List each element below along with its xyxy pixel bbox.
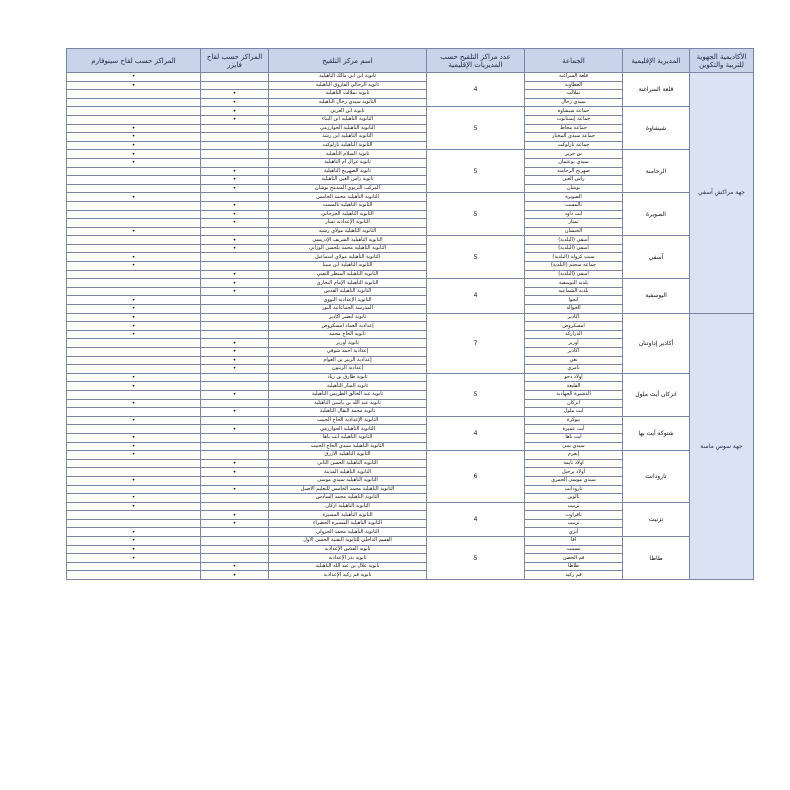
- pfizer-mark-cell: [201, 313, 269, 322]
- province-name-cell: أكادير إداوتنان: [623, 313, 690, 373]
- center-count-cell: 5: [427, 236, 525, 279]
- pfizer-mark-cell: [201, 193, 269, 202]
- sinopharm-mark-cell: •: [67, 399, 201, 408]
- sinopharm-mark-cell: •: [67, 537, 201, 546]
- center-name-cell: المدرسة الجماعاتية النور: [269, 305, 427, 314]
- sinopharm-mark-cell: [67, 167, 201, 176]
- sinopharm-mark-cell: •: [67, 554, 201, 563]
- commune-cell: فم الحصن: [525, 554, 623, 563]
- center-name-cell: ثانوية بدر الإعدادية: [269, 554, 427, 563]
- center-count-cell: 4: [427, 416, 525, 450]
- pfizer-mark-cell: [201, 494, 269, 503]
- commune-cell: صهريج الرحامنة: [525, 167, 623, 176]
- center-count-cell: 5: [427, 193, 525, 236]
- province-name-cell: تزنيت: [623, 502, 690, 536]
- commune-cell: آسفي (البلدية): [525, 270, 623, 279]
- center-name-cell: الثانوية التأهيلية محمد بلحسن الوزاني: [269, 244, 427, 253]
- sinopharm-mark-cell: •: [67, 373, 201, 382]
- commune-cell: سيدي بوعثمان: [525, 158, 623, 167]
- center-count-cell: 4: [427, 502, 525, 536]
- vaccination-centers-table-sheet: [66, 48, 753, 672]
- center-count-cell: 5: [427, 537, 525, 580]
- table-row: [67, 107, 754, 116]
- center-name-cell: الثانوية التأهيلية تازلوكت: [269, 141, 427, 150]
- center-name-cell: الثانوية التأهيلية محمد الجزولي: [269, 528, 427, 537]
- center-name-cell: الثانوية التأهيلية أيت باها: [269, 433, 427, 442]
- center-name-cell: الثانوية الإعدادية تمنار: [269, 219, 427, 228]
- sinopharm-mark-cell: •: [67, 545, 201, 554]
- commune-cell: جماعة إيمنتانوت: [525, 115, 623, 124]
- pfizer-mark-cell: •: [201, 425, 269, 434]
- pfizer-mark-cell: •: [201, 210, 269, 219]
- center-name-cell: ثانوية الرحالي الفاروق التأهيلية: [269, 81, 427, 90]
- commune-cell: الصويرة: [525, 193, 623, 202]
- center-name-cell: الثانوية التأهيلية محمد الخامس: [269, 193, 427, 202]
- sinopharm-mark-cell: •: [67, 227, 201, 236]
- pfizer-mark-cell: [201, 416, 269, 425]
- center-name-cell: الثانوية التأهيلية الحسن الثاني: [269, 459, 427, 468]
- pfizer-mark-cell: •: [201, 390, 269, 399]
- center-name-cell: الثانوية التأهيلية ابن البناء: [269, 115, 427, 124]
- center-name-cell: ثانوية علال بن عبد الله التأهيلية: [269, 562, 427, 571]
- center-name-cell: ثانوية فم زكيد الإعدادية: [269, 571, 427, 580]
- center-name-cell: الثانوية التأهيلية المسيرة: [269, 511, 427, 520]
- table-row: [67, 373, 754, 382]
- sinopharm-mark-cell: [67, 287, 201, 296]
- sinopharm-mark-cell: •: [67, 193, 201, 202]
- center-count-cell: 4: [427, 279, 525, 313]
- commune-cell: العطاوية: [525, 81, 623, 90]
- header-count: عدد مراكز التلقيح حسب المديريات الإقليمية: [427, 49, 525, 73]
- commune-cell: انزكان: [525, 399, 623, 408]
- center-name-cell: الثانوية التأهيلية القدس: [269, 287, 427, 296]
- sinopharm-mark-cell: [67, 236, 201, 245]
- pfizer-mark-cell: •: [201, 167, 269, 176]
- region-name-cell: جهة سوس ماسة: [690, 313, 754, 579]
- province-name-cell: طاطا: [623, 537, 690, 580]
- sinopharm-mark-cell: [67, 468, 201, 477]
- pfizer-mark-cell: [201, 554, 269, 563]
- center-name-cell: الثانوية التأهيلية الخوارزمي: [269, 425, 427, 434]
- commune-cell: تالمست: [525, 201, 623, 210]
- sinopharm-mark-cell: •: [67, 476, 201, 485]
- sinopharm-mark-cell: •: [67, 528, 201, 537]
- sinopharm-mark-cell: [67, 210, 201, 219]
- pfizer-mark-cell: •: [201, 201, 269, 210]
- sinopharm-mark-cell: [67, 365, 201, 374]
- province-name-cell: آسفي: [623, 236, 690, 279]
- pfizer-mark-cell: [201, 433, 269, 442]
- sinopharm-mark-cell: •: [67, 81, 201, 90]
- commune-cell: أورير: [525, 339, 623, 348]
- pfizer-mark-cell: •: [201, 365, 269, 374]
- center-name-cell: ثانوية الصهريج التأهيلية: [269, 167, 427, 176]
- center-name-cell: الثانوية التأهيلية المسيرة الخضراء: [269, 519, 427, 528]
- commune-cell: أيت ملول: [525, 408, 623, 417]
- sinopharm-mark-cell: •: [67, 133, 201, 142]
- center-name-cell: الثانوية التأهيلية الإمام البخاري: [269, 279, 427, 288]
- pfizer-mark-cell: [201, 399, 269, 408]
- commune-cell: سيدي بيبي: [525, 442, 623, 451]
- sinopharm-mark-cell: [67, 90, 201, 99]
- commune-cell: فم زكيد: [525, 571, 623, 580]
- sinopharm-mark-cell: [67, 115, 201, 124]
- sinopharm-mark-cell: •: [67, 262, 201, 271]
- center-name-cell: إعدادية الزيتون: [269, 365, 427, 374]
- commune-cell: الجوالة: [525, 305, 623, 314]
- center-name-cell: الثانوية سيدي رحال التأهيلية: [269, 98, 427, 107]
- commune-cell: آسفي (البلدية): [525, 244, 623, 253]
- pfizer-mark-cell: [201, 133, 269, 142]
- table-row: [67, 150, 754, 159]
- commune-cell: تزنيت: [525, 502, 623, 511]
- center-name-cell: القسم الداخلي للثانوية التقنية الحسن الأول: [269, 537, 427, 546]
- header-academy: الأكاديمية الجهوية للتربية والتكوين: [690, 49, 754, 73]
- pfizer-mark-cell: •: [201, 356, 269, 365]
- center-name-cell: ثانوية أنصير أكادير: [269, 313, 427, 322]
- pfizer-mark-cell: •: [201, 176, 269, 185]
- center-name-cell: الثانوية التأهيلية الخوارزمي: [269, 124, 427, 133]
- center-count-cell: 5: [427, 373, 525, 416]
- commune-cell: أولاد دحو: [525, 373, 623, 382]
- pfizer-mark-cell: [201, 330, 269, 339]
- pfizer-mark-cell: •: [201, 184, 269, 193]
- pfizer-mark-cell: [201, 382, 269, 391]
- pfizer-mark-cell: [201, 528, 269, 537]
- center-name-cell: الثانوية التأهيلية تالمست: [269, 201, 427, 210]
- commune-cell: تامري: [525, 365, 623, 374]
- center-name-cell: ثانوية تملالت التأهيلية: [269, 90, 427, 99]
- sinopharm-mark-cell: [67, 339, 201, 348]
- pfizer-mark-cell: [201, 227, 269, 236]
- commune-cell: أيت عميرة: [525, 425, 623, 434]
- pfizer-mark-cell: [201, 81, 269, 90]
- sinopharm-mark-cell: [67, 98, 201, 107]
- table-row: [67, 193, 754, 202]
- center-count-cell: 7: [427, 313, 525, 373]
- center-name-cell: الثانوية التأهيلية المدينة: [269, 468, 427, 477]
- center-name-cell: الثانوية التأهيلية الأزرق: [269, 451, 427, 460]
- sinopharm-mark-cell: •: [67, 141, 201, 150]
- table-row: [67, 537, 754, 546]
- sinopharm-mark-cell: •: [67, 330, 201, 339]
- pfizer-mark-cell: [201, 502, 269, 511]
- pfizer-mark-cell: [201, 158, 269, 167]
- commune-cell: سبت كزولة (البلدية): [525, 253, 623, 262]
- table-row: [67, 451, 754, 460]
- center-name-cell: إعدادية الزبير بن العوام: [269, 356, 427, 365]
- center-name-cell: ثانوية طارق بن زياد: [269, 373, 427, 382]
- center-name-cell: الثانوية التأهيلية الجرجاني: [269, 210, 427, 219]
- province-name-cell: الرحامنة: [623, 150, 690, 193]
- center-name-cell: الثانوية الإعدادية النووي: [269, 296, 427, 305]
- commune-cell: بن جرير: [525, 150, 623, 159]
- commune-cell: الدراركة: [525, 330, 623, 339]
- commune-cell: آسفي (البلدية): [525, 236, 623, 245]
- center-name-cell: ثانوية أورير: [269, 339, 427, 348]
- center-name-cell: ثانوية السلام التأهيلية: [269, 150, 427, 159]
- province-name-cell: شتوكة أيت بها: [623, 416, 690, 450]
- center-name-cell: ثانوية ابن العربي: [269, 107, 427, 116]
- commune-cell: أولاد تايمة: [525, 459, 623, 468]
- commune-cell: امسكروض: [525, 322, 623, 331]
- commune-cell: بلدية اليوسفية: [525, 279, 623, 288]
- sinopharm-mark-cell: •: [67, 150, 201, 159]
- sinopharm-mark-cell: •: [67, 158, 201, 167]
- province-name-cell: الصويرة: [623, 193, 690, 236]
- pfizer-mark-cell: [201, 305, 269, 314]
- center-name-cell: إعدادية العماد امسكروض: [269, 322, 427, 331]
- header-pfizer: المراكز حسب لقاح فايزر: [201, 49, 269, 73]
- sinopharm-mark-cell: [67, 279, 201, 288]
- pfizer-mark-cell: •: [201, 459, 269, 468]
- pfizer-mark-cell: •: [201, 270, 269, 279]
- pfizer-mark-cell: •: [201, 115, 269, 124]
- center-name-cell: ثانوية القدس الإعدادية: [269, 545, 427, 554]
- commune-cell: بوشان: [525, 184, 623, 193]
- pfizer-mark-cell: [201, 442, 269, 451]
- center-name-cell: ثانوية غزال أم التأهيلية: [269, 158, 427, 167]
- pfizer-mark-cell: •: [201, 90, 269, 99]
- pfizer-mark-cell: [201, 322, 269, 331]
- sinopharm-mark-cell: •: [67, 322, 201, 331]
- pfizer-mark-cell: [201, 545, 269, 554]
- table-row: [67, 416, 754, 425]
- commune-cell: أنزي: [525, 528, 623, 537]
- sinopharm-mark-cell: [67, 348, 201, 357]
- pfizer-mark-cell: •: [201, 519, 269, 528]
- center-name-cell: ثانوية محمد البقال التأهيلية: [269, 408, 427, 417]
- header-sinopharm: المراكز حسب لقاح سينوفارم: [67, 49, 201, 73]
- sinopharm-mark-cell: [67, 219, 201, 228]
- pfizer-mark-cell: •: [201, 571, 269, 580]
- center-name-cell: الثانوية التأهيلية سيدي موسى: [269, 476, 427, 485]
- center-count-cell: 5: [427, 107, 525, 150]
- pfizer-mark-cell: •: [201, 511, 269, 520]
- commune-cell: قلعة السراغنة: [525, 73, 623, 82]
- commune-cell: أيت باها: [525, 433, 623, 442]
- sinopharm-mark-cell: •: [67, 451, 201, 460]
- commune-cell: جماعة سيدي المختار: [525, 133, 623, 142]
- sinopharm-mark-cell: [67, 176, 201, 185]
- commune-cell: تمنار: [525, 219, 623, 228]
- center-name-cell: الثانوية التأهيلية ابن سينا: [269, 262, 427, 271]
- pfizer-mark-cell: •: [201, 287, 269, 296]
- sinopharm-mark-cell: [67, 201, 201, 210]
- table-row: [67, 236, 754, 245]
- commune-cell: بلدية الشماعية: [525, 287, 623, 296]
- sinopharm-mark-cell: [67, 244, 201, 253]
- commune-cell: تالوين: [525, 494, 623, 503]
- center-name-cell: الثانوية التأهيلية الشريف الإدريسي: [269, 236, 427, 245]
- center-name-cell: الثانوية التأهيلية مولاي رشيد: [269, 227, 427, 236]
- sinopharm-mark-cell: [67, 571, 201, 580]
- pfizer-mark-cell: [201, 124, 269, 133]
- pfizer-mark-cell: •: [201, 485, 269, 494]
- commune-cell: جماعة شيشاوة: [525, 107, 623, 116]
- pfizer-mark-cell: •: [201, 348, 269, 357]
- sinopharm-mark-cell: •: [67, 305, 201, 314]
- commune-cell: الحنشان: [525, 227, 623, 236]
- sinopharm-mark-cell: •: [67, 416, 201, 425]
- pfizer-mark-cell: •: [201, 219, 269, 228]
- pfizer-mark-cell: [201, 150, 269, 159]
- commune-cell: إيغرم: [525, 451, 623, 460]
- commune-cell: تغي: [525, 356, 623, 365]
- region-name-cell: جهة مراكش آسفي: [690, 73, 754, 314]
- center-name-cell: الثانوية التأهيلية سيدي الحاج الحبيب: [269, 442, 427, 451]
- pfizer-mark-cell: •: [201, 408, 269, 417]
- sinopharm-mark-cell: •: [67, 433, 201, 442]
- province-name-cell: انزكان أيت ملول: [623, 373, 690, 416]
- sinopharm-mark-cell: •: [67, 502, 201, 511]
- pfizer-mark-cell: [201, 537, 269, 546]
- pfizer-mark-cell: [201, 262, 269, 271]
- sinopharm-mark-cell: •: [67, 494, 201, 503]
- sinopharm-mark-cell: [67, 390, 201, 399]
- commune-cell: انجوا: [525, 296, 623, 305]
- sinopharm-mark-cell: [67, 107, 201, 116]
- center-name-cell: ثانوية المنار التأهيلية: [269, 382, 427, 391]
- sinopharm-mark-cell: [67, 511, 201, 520]
- pfizer-mark-cell: •: [201, 107, 269, 116]
- commune-cell: تسينت: [525, 545, 623, 554]
- sinopharm-mark-cell: •: [67, 253, 201, 262]
- center-name-cell: ثانوية عبد الخالق الطريس التأهيلية: [269, 390, 427, 399]
- commune-cell: رأس العين: [525, 176, 623, 185]
- commune-cell: طاطا: [525, 562, 623, 571]
- sinopharm-mark-cell: •: [67, 313, 201, 322]
- pfizer-mark-cell: [201, 73, 269, 82]
- center-name-cell: ثانوية رأس العين التأهيلية: [269, 176, 427, 185]
- sinopharm-mark-cell: •: [67, 382, 201, 391]
- sinopharm-mark-cell: •: [67, 73, 201, 82]
- pfizer-mark-cell: •: [201, 468, 269, 477]
- commune-cell: أولاد برحيل: [525, 468, 623, 477]
- pfizer-mark-cell: [201, 451, 269, 460]
- header-center: اسم مركز التلقيح: [269, 49, 427, 73]
- center-name-cell: الثانوية التأهيلية أركان: [269, 502, 427, 511]
- table-body: [67, 73, 754, 580]
- commune-cell: سيدي موسى الحمري: [525, 476, 623, 485]
- commune-cell: الدشيرة الجهادية: [525, 390, 623, 399]
- province-name-cell: تارودانت: [623, 451, 690, 503]
- sinopharm-mark-cell: [67, 184, 201, 193]
- province-name-cell: قلعة السراغنة: [623, 73, 690, 107]
- center-name-cell: الثانوية التأهيلية محمد السادس: [269, 494, 427, 503]
- center-name-cell: ثانوية الحاج محمد: [269, 330, 427, 339]
- commune-cell: جماعة مجاط: [525, 124, 623, 133]
- pfizer-mark-cell: •: [201, 98, 269, 107]
- commune-cell: تارودانت: [525, 485, 623, 494]
- commune-cell: أكادير: [525, 348, 623, 357]
- sinopharm-mark-cell: •: [67, 442, 201, 451]
- sinopharm-mark-cell: [67, 459, 201, 468]
- center-name-cell: إعدادية أحمد شوقي: [269, 348, 427, 357]
- sinopharm-mark-cell: [67, 408, 201, 417]
- sinopharm-mark-cell: [67, 485, 201, 494]
- sinopharm-mark-cell: •: [67, 296, 201, 305]
- header-province: المديرية الإقليمية: [623, 49, 690, 73]
- pfizer-mark-cell: •: [201, 339, 269, 348]
- center-count-cell: 4: [427, 73, 525, 107]
- pfizer-mark-cell: [201, 253, 269, 262]
- commune-cell: تافراوت: [525, 511, 623, 520]
- commune-cell: جماعة سحيم (البلدية): [525, 262, 623, 271]
- province-name-cell: اليوسفية: [623, 279, 690, 313]
- sinopharm-mark-cell: [67, 562, 201, 571]
- center-name-cell: الثانوية التأهيلية محمد الخامس للتعليم الأصيل: [269, 485, 427, 494]
- header-commune: الجماعة: [525, 49, 623, 73]
- pfizer-mark-cell: •: [201, 562, 269, 571]
- center-count-cell: 5: [427, 150, 525, 193]
- sinopharm-mark-cell: •: [67, 124, 201, 133]
- table-row: [67, 279, 754, 288]
- vaccination-centers-table: [66, 48, 754, 580]
- table-row: [67, 73, 754, 82]
- header-row: [67, 49, 754, 73]
- commune-cell: بيوكرة: [525, 416, 623, 425]
- pfizer-mark-cell: [201, 296, 269, 305]
- table-row: [67, 313, 754, 322]
- commune-cell: أيت داود: [525, 210, 623, 219]
- pfizer-mark-cell: [201, 476, 269, 485]
- commune-cell: أقا: [525, 537, 623, 546]
- sinopharm-mark-cell: [67, 425, 201, 434]
- sinopharm-mark-cell: [67, 270, 201, 279]
- pfizer-mark-cell: •: [201, 279, 269, 288]
- sinopharm-mark-cell: [67, 519, 201, 528]
- pfizer-mark-cell: [201, 373, 269, 382]
- center-name-cell: ثانوية عبد الله بن ياسين التأهيلية: [269, 399, 427, 408]
- pfizer-mark-cell: •: [201, 236, 269, 245]
- pfizer-mark-cell: [201, 141, 269, 150]
- commune-cell: القليعة: [525, 382, 623, 391]
- center-count-cell: 6: [427, 451, 525, 503]
- table-row: [67, 502, 754, 511]
- center-name-cell: الثانوية التأهيلية مولاي اسماعيل: [269, 253, 427, 262]
- center-name-cell: الثانوية التأهيلية ابن رشد: [269, 133, 427, 142]
- center-name-cell: الثانوية التأهيلية المنظر التقني: [269, 270, 427, 279]
- commune-cell: تملالت: [525, 90, 623, 99]
- province-name-cell: شيشاوة: [623, 107, 690, 150]
- center-name-cell: ثانوية ابن أبي مالك التأهيلية: [269, 73, 427, 82]
- center-name-cell: المركب التربوي المندمج بوشان: [269, 184, 427, 193]
- center-name-cell: الثانوية الإعدادية الحاج الحبيب: [269, 416, 427, 425]
- commune-cell: تزنيت: [525, 519, 623, 528]
- commune-cell: جماعة تازلوكت: [525, 141, 623, 150]
- commune-cell: سيدي رحال: [525, 98, 623, 107]
- sinopharm-mark-cell: [67, 356, 201, 365]
- commune-cell: أكادير: [525, 313, 623, 322]
- pfizer-mark-cell: •: [201, 244, 269, 253]
